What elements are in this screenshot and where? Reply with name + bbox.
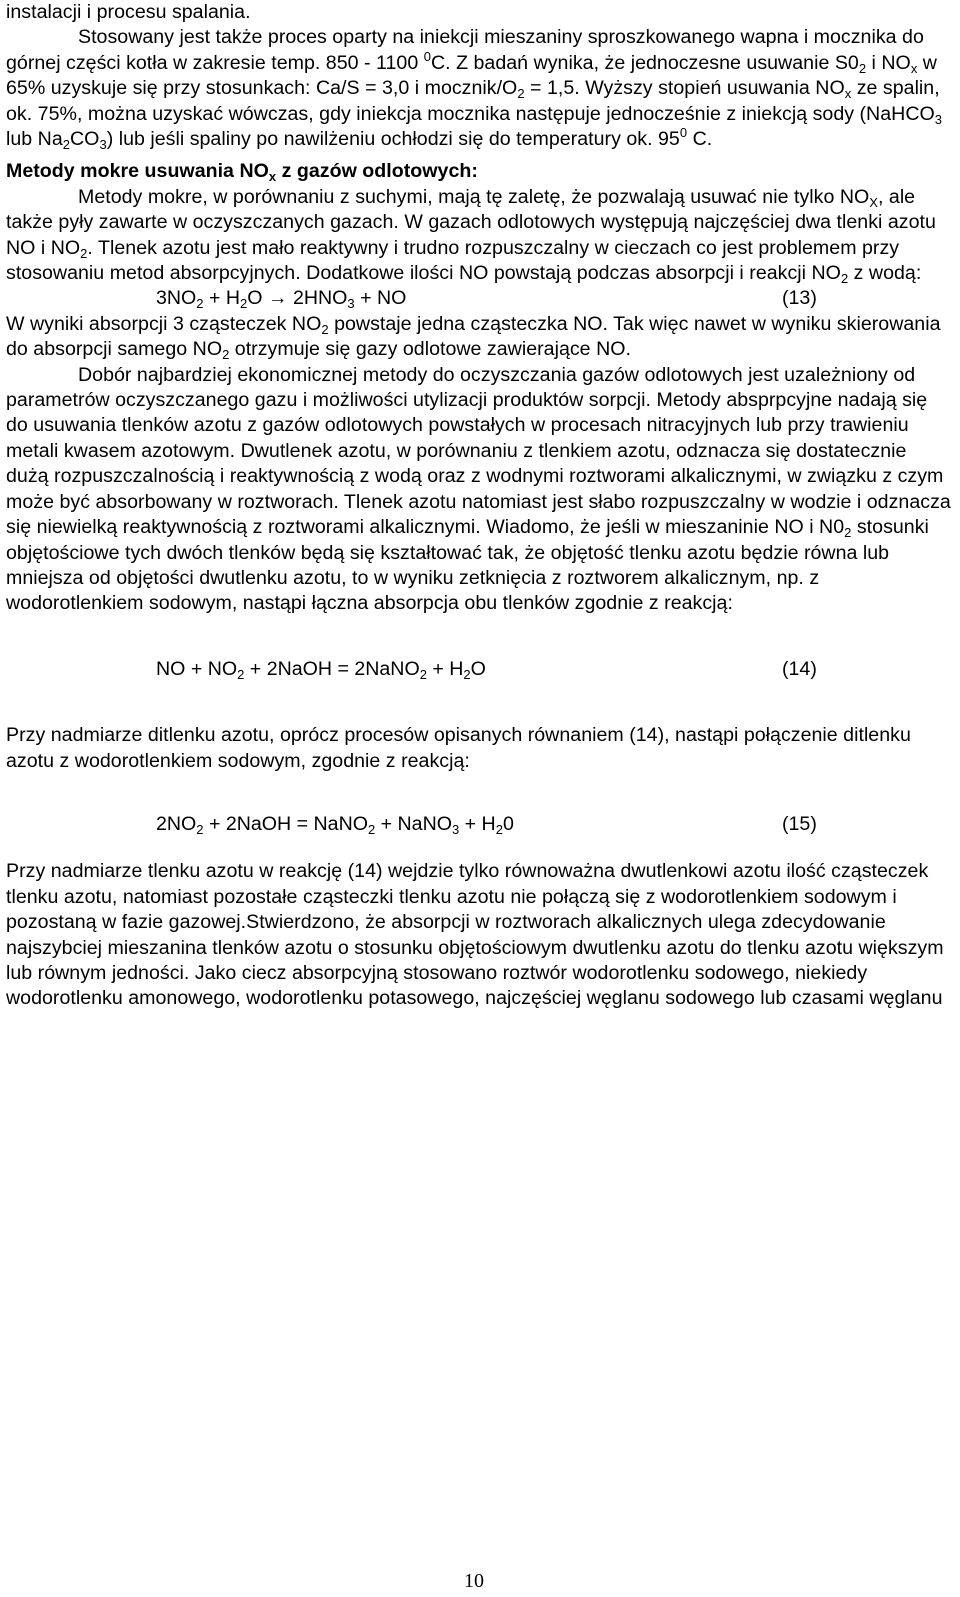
spacer [6, 617, 954, 657]
subscript: 2 [222, 347, 230, 363]
spacer [6, 682, 954, 723]
paragraph-text: otrzymuje się gazy odlotowe zawierające NO. [229, 338, 631, 361]
paragraph-lime-urea-injection [6, 25, 954, 152]
equation-14 [6, 657, 954, 682]
formula-part: + 2NaOH = 2NaNO [244, 657, 420, 680]
formula-part: NO + NO [156, 657, 238, 680]
subscript: 2 [463, 666, 471, 682]
subscript: 2 [517, 86, 525, 102]
subscript: 2 [844, 525, 852, 541]
subscript: 3 [99, 137, 107, 153]
paragraph-text: stosunki objętościowe tych dwóch tlenków będą się kształtować tak, że objętość tlenku azotu będzie równa lub mniejsza od objętości dwutlenku azotu, to w wyniku zetknięcia z roztworem alkalicznym, np. z wodorotlenkiem sodowym, nastąpi łączna absorpcja obu tlenków zgodnie z reakcją: [6, 516, 929, 615]
subscript: 2 [196, 296, 204, 312]
paragraph-text: z wodą: [848, 262, 922, 285]
subscript: 2 [858, 60, 867, 76]
paragraph-absorption-result [6, 312, 954, 363]
paragraph-text: Przy nadmiarze ditlenku azotu, oprócz procesów opisanych równaniem (14), nastąpi połączenie ditlenku azotu z wodorotlenkiem sodowym, zgodnie z reakcją: [6, 724, 911, 772]
equation-number: (15) [782, 812, 817, 835]
equation-formula [156, 286, 406, 311]
subscript: x [268, 169, 277, 185]
paragraph-text: , ale także pyły zawarte w oczyszczanych gazach. W gazach odlotowych występują najczęściej dwa tlenki azotu NO i NO [6, 185, 936, 259]
paragraph-text: W wyniki absorpcji 3 cząsteczek NO [6, 312, 322, 335]
equation-number: (14) [782, 657, 817, 680]
subscript: 3 [347, 296, 355, 312]
paragraph-intro [6, 0, 954, 25]
section-heading [6, 159, 954, 184]
superscript: 0 [679, 125, 688, 141]
paragraph-text: powstaje jedna cząsteczka NO. Tak więc nawet w wyniku skierowania do absorpcji samego NO [6, 312, 941, 361]
paragraph-text: = 1,5. Wyższy stopień usuwania NO [524, 77, 845, 100]
paragraph-text: lub Na [6, 128, 63, 151]
paragraph-text: ) lub jeśli spaliny po nawilżeniu ochłodzi się do temperatury ok. 95 [106, 128, 680, 151]
subscript: x [910, 60, 918, 76]
paragraph-text: CO [70, 128, 100, 151]
subscript: 2 [240, 296, 248, 312]
subscript: 3 [934, 111, 942, 127]
subscript: 3 [451, 821, 460, 837]
heading-text: Metody mokre usuwania NO [6, 160, 269, 183]
paragraph-text: ze spalin, ok. 75%, można uzyskać wówczas, gdy iniekcja mocznika następuje jednocześnie z iniekcją sody (NaHCO [6, 77, 940, 125]
subscript: x [844, 86, 852, 102]
paragraph-excess-no [6, 859, 954, 1011]
paragraph-text: C. Z badań wynika, że jednoczesne usuwanie S0 [430, 51, 859, 74]
subscript: 2 [495, 821, 503, 837]
paragraph-method-selection [6, 363, 954, 617]
paragraph-excess-no2 [6, 723, 954, 774]
spacer [6, 774, 954, 812]
paragraph-text: Przy nadmiarze tlenku azotu w reakcję (14) wejdzie tylko równoważna dwutlenkowi azotu ilość cząsteczek tlenku azotu, natomiast pozostałe cząsteczki tlenku azotu nie połączą się z wodorotlenkiem sodowym i pozostaną w fazie gazowej.Stwierdzono, że absorpcji w roztworach alkalicznych ulega zdecydowanie najszybciej mieszanina tlenków azotu o stosunku objętościowym dwutlenku azotu do tlenku azotu większym lub równym jedności. Jako ciecz absorpcyjną stosowano roztwór wodorotlenku sodowego, niekiedy wodorotlenku amonowego, wodorotlenku potasowego, najczęściej węglanu sodowego lub czasami węglanu [6, 860, 944, 1010]
paragraph-text: instalacji i procesu spalania. [6, 1, 251, 23]
formula-part: + H [203, 287, 241, 310]
formula-part: 2NO [156, 812, 197, 835]
document-page [6, 0, 954, 1012]
equation-number: (13) [782, 287, 817, 310]
formula-part: + 2NaOH = NaNO [203, 812, 368, 835]
formula-part: + NaNO [375, 812, 452, 835]
formula-part: 2HNO [287, 287, 348, 310]
formula-part: 0 [502, 812, 514, 835]
subscript: 2 [840, 271, 849, 287]
paragraph-text: Stosowany jest także proces oparty na iniekcji mieszaniny sproszkowanego wapna i mocznika do górnej części kotła w zakresie temp. 850 - 1100 [6, 26, 924, 74]
reaction-arrow-icon: → [267, 287, 288, 310]
paragraph-wet-methods [6, 185, 954, 287]
paragraph-text: C. [687, 128, 713, 151]
heading-text: z gazów odlotowych: [276, 160, 478, 183]
formula-part: + H [426, 657, 464, 680]
formula-part: + NO [354, 287, 407, 310]
subscript: 2 [237, 666, 245, 682]
paragraph-text: w 65% uzyskuje się przy stosunkach: Ca/S = 3,0 i mocznik/O [6, 51, 937, 100]
paragraph-text: . Tlenek azotu jest mało reaktywny i trudno rozpuszczalny w cieczach co jest problemem przy stosowaniu metod absorpcyjnych. Dodatkowe ilości NO powstają podczas absorpcji i reakcji NO [6, 236, 900, 285]
spacer [6, 837, 954, 859]
subscript: 2 [321, 321, 329, 337]
formula-part: + H [459, 812, 496, 835]
subscript: 2 [62, 137, 71, 153]
subscript: 2 [367, 821, 376, 837]
equation-formula [156, 812, 514, 837]
paragraph-text: i NO [866, 51, 911, 74]
equation-formula [156, 657, 486, 682]
superscript: 0 [423, 48, 431, 64]
subscript: 2 [419, 666, 427, 682]
equation-13 [6, 286, 954, 311]
formula-part: O [247, 287, 268, 310]
formula-part: O [470, 657, 486, 680]
equation-15 [6, 812, 954, 837]
subscript: 2 [196, 821, 204, 837]
formula-part: 3NO [156, 287, 197, 310]
paragraph-text: Dobór najbardziej ekonomicznej metody do oczyszczania gazów odlotowych jest uzależniony od parametrów oczyszczanego gazu i możliwości utylizacji produktów sorpcji. Metody absprpcyjne nadają się do usuwania tlenków azotu z gazów odlotowych powstałych w procesach nitracyjnych lub przy trawieniu metali kwasem azotowym. Dwutlenek azotu, w porównaniu z tlenkiem azotu, odznacza się dostatecznie dużą rozpuszczalnością i reaktywnością z wodą oraz z wodnymi roztworami alkalicznymi, w związku z czym może być absorbowany w roztworach. Tlenek azotu natomiast jest słabo rozpuszczalny w wodzie i odznacza się niewielką reaktywnością z roztworami alkalicznymi. Wiadomo, że jeśli w mieszaninie NO i N0 [6, 363, 951, 539]
subscript: 2 [80, 245, 88, 261]
page-number: 10 [464, 1570, 484, 1592]
paragraph-text: Metody mokre, w porównaniu z suchymi, mają tę zaletę, że pozwalają usuwać nie tylko NO [78, 185, 870, 208]
subscript: X [869, 194, 878, 210]
